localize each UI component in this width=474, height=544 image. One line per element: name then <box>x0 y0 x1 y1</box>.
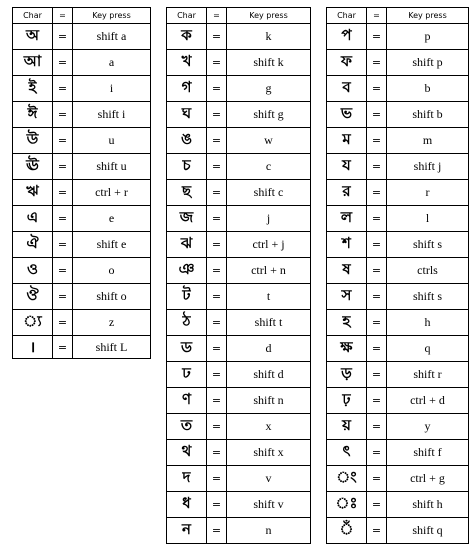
table-row <box>13 258 151 284</box>
table-row <box>327 362 469 388</box>
header-char: Char <box>167 8 207 24</box>
key-press-cell: shift f <box>387 440 469 466</box>
equals-cell: = <box>367 414 387 440</box>
key-press-cell: u <box>73 128 151 154</box>
equals-cell: = <box>207 310 227 336</box>
equals-cell: = <box>53 284 73 310</box>
equals-cell: = <box>207 388 227 414</box>
char-cell: ড <box>167 336 207 362</box>
char-cell: জ <box>167 206 207 232</box>
table-row <box>327 310 469 336</box>
char-cell: ই <box>13 76 53 102</box>
char-cell: গ <box>167 76 207 102</box>
equals-cell: = <box>367 284 387 310</box>
char-cell: ল <box>327 206 367 232</box>
char-cell: ভ <box>327 102 367 128</box>
table-row <box>167 440 311 466</box>
table-row <box>13 336 151 359</box>
key-press-cell: t <box>227 284 311 310</box>
key-press-cell: shift c <box>227 180 311 206</box>
key-press-cell: c <box>227 154 311 180</box>
char-cell: উ <box>13 128 53 154</box>
char-cell: ঁ <box>327 518 367 544</box>
key-press-cell: i <box>73 76 151 102</box>
table-row <box>167 518 311 544</box>
key-press-cell: shift d <box>227 362 311 388</box>
char-cell: হ <box>327 310 367 336</box>
table-row <box>13 180 151 206</box>
key-press-cell: shift k <box>227 50 311 76</box>
table-row <box>327 284 469 310</box>
header-char: Char <box>13 8 53 24</box>
key-press-cell: shift e <box>73 232 151 258</box>
key-press-cell: shift s <box>387 232 469 258</box>
char-cell: ধ <box>167 492 207 518</box>
table-header-row <box>327 8 469 24</box>
equals-cell: = <box>207 336 227 362</box>
char-cell: ব <box>327 76 367 102</box>
vowel-key-table <box>12 7 151 359</box>
table-row <box>167 24 311 50</box>
equals-cell: = <box>53 180 73 206</box>
equals-cell: = <box>207 518 227 544</box>
char-cell: ক্ষ <box>327 336 367 362</box>
key-press-cell: r <box>387 180 469 206</box>
key-press-cell: shift L <box>73 336 151 359</box>
char-cell: ন <box>167 518 207 544</box>
key-press-cell: k <box>227 24 311 50</box>
key-press-cell: n <box>227 518 311 544</box>
key-press-cell: shift x <box>227 440 311 466</box>
table-row <box>167 76 311 102</box>
equals-cell: = <box>207 154 227 180</box>
table-row <box>13 284 151 310</box>
equals-cell: = <box>367 24 387 50</box>
key-press-cell: m <box>387 128 469 154</box>
char-cell: ৎ <box>327 440 367 466</box>
key-press-cell: shift a <box>73 24 151 50</box>
equals-cell: = <box>367 440 387 466</box>
equals-cell: = <box>207 362 227 388</box>
table-row <box>13 310 151 336</box>
equals-cell: = <box>207 180 227 206</box>
key-press-cell: shift n <box>227 388 311 414</box>
char-cell: ঝ <box>167 232 207 258</box>
key-press-cell: q <box>387 336 469 362</box>
table-row <box>13 206 151 232</box>
char-cell: থ <box>167 440 207 466</box>
equals-cell: = <box>367 76 387 102</box>
equals-cell: = <box>207 50 227 76</box>
table-row <box>167 362 311 388</box>
table-body <box>167 24 311 544</box>
key-press-cell: shift s <box>387 284 469 310</box>
char-cell: অ <box>13 24 53 50</box>
equals-cell: = <box>367 492 387 518</box>
table-row <box>167 232 311 258</box>
table-row <box>327 336 469 362</box>
char-cell: ক <box>167 24 207 50</box>
equals-cell: = <box>53 50 73 76</box>
equals-cell: = <box>367 180 387 206</box>
key-press-cell: e <box>73 206 151 232</box>
header-key: Key press <box>387 8 469 24</box>
table-row <box>327 466 469 492</box>
table-row <box>327 492 469 518</box>
char-cell: ষ <box>327 258 367 284</box>
table-row <box>13 232 151 258</box>
key-press-cell: shift t <box>227 310 311 336</box>
table-row <box>167 336 311 362</box>
key-press-cell: ctrl + g <box>387 466 469 492</box>
key-press-cell: shift j <box>387 154 469 180</box>
table-row <box>327 258 469 284</box>
equals-cell: = <box>367 206 387 232</box>
table-row <box>327 76 469 102</box>
char-cell: চ <box>167 154 207 180</box>
equals-cell: = <box>207 258 227 284</box>
header-char: Char <box>327 8 367 24</box>
equals-cell: = <box>207 232 227 258</box>
equals-cell: = <box>53 102 73 128</box>
equals-cell: = <box>207 284 227 310</box>
equals-cell: = <box>53 128 73 154</box>
table-row <box>327 232 469 258</box>
table-row <box>13 24 151 50</box>
table-row <box>167 154 311 180</box>
equals-cell: = <box>207 128 227 154</box>
table-row <box>167 388 311 414</box>
key-press-cell: g <box>227 76 311 102</box>
char-cell: ত <box>167 414 207 440</box>
key-press-cell: l <box>387 206 469 232</box>
key-press-cell: j <box>227 206 311 232</box>
char-cell: ঃ <box>327 492 367 518</box>
key-press-cell: shift i <box>73 102 151 128</box>
equals-cell: = <box>367 232 387 258</box>
table-body <box>13 24 151 359</box>
equals-cell: = <box>207 492 227 518</box>
table-row <box>167 310 311 336</box>
equals-cell: = <box>53 76 73 102</box>
equals-cell: = <box>367 50 387 76</box>
table-row <box>327 102 469 128</box>
char-cell: দ <box>167 466 207 492</box>
key-press-cell: y <box>387 414 469 440</box>
table-row <box>13 102 151 128</box>
char-cell: য <box>327 154 367 180</box>
header-key: Key press <box>73 8 151 24</box>
key-press-cell: ctrl + r <box>73 180 151 206</box>
char-cell: শ <box>327 232 367 258</box>
equals-cell: = <box>207 206 227 232</box>
equals-cell: = <box>207 76 227 102</box>
table-row <box>167 492 311 518</box>
key-press-cell: ctrls <box>387 258 469 284</box>
char-cell: ঠ <box>167 310 207 336</box>
equals-cell: = <box>367 102 387 128</box>
key-press-cell: b <box>387 76 469 102</box>
equals-cell: = <box>207 440 227 466</box>
equals-cell: = <box>53 154 73 180</box>
equals-cell: = <box>53 24 73 50</box>
key-press-cell: shift b <box>387 102 469 128</box>
table-row <box>327 388 469 414</box>
key-press-cell: x <box>227 414 311 440</box>
key-press-cell: a <box>73 50 151 76</box>
char-cell: ঊ <box>13 154 53 180</box>
key-press-cell: shift p <box>387 50 469 76</box>
table-row <box>327 50 469 76</box>
equals-cell: = <box>367 518 387 544</box>
equals-cell: = <box>367 388 387 414</box>
char-cell: ঢ় <box>327 388 367 414</box>
char-cell: ঈ <box>13 102 53 128</box>
consonant-key-table-1 <box>166 7 311 544</box>
key-press-cell: shift q <box>387 518 469 544</box>
table-row <box>167 50 311 76</box>
table-row <box>327 154 469 180</box>
table-row <box>167 180 311 206</box>
char-cell: ফ <box>327 50 367 76</box>
char-cell: ঞ <box>167 258 207 284</box>
key-press-cell: shift o <box>73 284 151 310</box>
char-cell: ্য <box>13 310 53 336</box>
table-row <box>327 440 469 466</box>
equals-cell: = <box>207 414 227 440</box>
char-cell: প <box>327 24 367 50</box>
table-row <box>167 128 311 154</box>
header-key: Key press <box>227 8 311 24</box>
char-cell: ট <box>167 284 207 310</box>
equals-cell: = <box>367 362 387 388</box>
table-row <box>327 24 469 50</box>
key-press-cell: o <box>73 258 151 284</box>
table-row <box>167 466 311 492</box>
key-press-cell: shift g <box>227 102 311 128</box>
equals-cell: = <box>207 466 227 492</box>
key-press-cell: v <box>227 466 311 492</box>
char-cell: । <box>13 336 53 359</box>
key-press-cell: h <box>387 310 469 336</box>
table-row <box>327 128 469 154</box>
key-press-cell: shift h <box>387 492 469 518</box>
table-row <box>13 154 151 180</box>
header-eq: = <box>53 8 73 24</box>
key-press-cell: shift r <box>387 362 469 388</box>
char-cell: ঐ <box>13 232 53 258</box>
key-press-cell: ctrl + n <box>227 258 311 284</box>
consonant-key-table-2 <box>326 7 469 544</box>
char-cell: ও <box>13 258 53 284</box>
char-cell: ঢ <box>167 362 207 388</box>
header-eq: = <box>207 8 227 24</box>
table-row <box>13 50 151 76</box>
key-press-cell: shift v <box>227 492 311 518</box>
key-press-cell: ctrl + j <box>227 232 311 258</box>
header-eq: = <box>367 8 387 24</box>
table-row <box>327 518 469 544</box>
table-row <box>327 206 469 232</box>
equals-cell: = <box>207 102 227 128</box>
table-body <box>327 24 469 544</box>
table-row <box>167 284 311 310</box>
key-press-cell: w <box>227 128 311 154</box>
equals-cell: = <box>367 128 387 154</box>
char-cell: র <box>327 180 367 206</box>
key-press-cell: shift u <box>73 154 151 180</box>
equals-cell: = <box>53 336 73 359</box>
equals-cell: = <box>367 258 387 284</box>
equals-cell: = <box>53 232 73 258</box>
char-cell: ঙ <box>167 128 207 154</box>
char-cell: য় <box>327 414 367 440</box>
char-cell: ছ <box>167 180 207 206</box>
char-cell: ড় <box>327 362 367 388</box>
table-row <box>167 206 311 232</box>
equals-cell: = <box>53 310 73 336</box>
table-row <box>13 128 151 154</box>
table-row <box>167 102 311 128</box>
char-cell: ঋ <box>13 180 53 206</box>
table-row <box>13 76 151 102</box>
equals-cell: = <box>53 206 73 232</box>
key-press-cell: p <box>387 24 469 50</box>
table-header-row <box>13 8 151 24</box>
char-cell: স <box>327 284 367 310</box>
equals-cell: = <box>367 466 387 492</box>
char-cell: ঔ <box>13 284 53 310</box>
char-cell: ণ <box>167 388 207 414</box>
char-cell: ং <box>327 466 367 492</box>
key-press-cell: d <box>227 336 311 362</box>
key-press-cell: ctrl + d <box>387 388 469 414</box>
char-cell: ঘ <box>167 102 207 128</box>
equals-cell: = <box>207 24 227 50</box>
table-row <box>167 258 311 284</box>
char-cell: ম <box>327 128 367 154</box>
table-row <box>327 180 469 206</box>
char-cell: এ <box>13 206 53 232</box>
table-header-row <box>167 8 311 24</box>
table-row <box>327 414 469 440</box>
equals-cell: = <box>367 154 387 180</box>
char-cell: খ <box>167 50 207 76</box>
equals-cell: = <box>367 336 387 362</box>
equals-cell: = <box>53 258 73 284</box>
key-press-cell: z <box>73 310 151 336</box>
equals-cell: = <box>367 310 387 336</box>
table-row <box>167 414 311 440</box>
char-cell: আ <box>13 50 53 76</box>
